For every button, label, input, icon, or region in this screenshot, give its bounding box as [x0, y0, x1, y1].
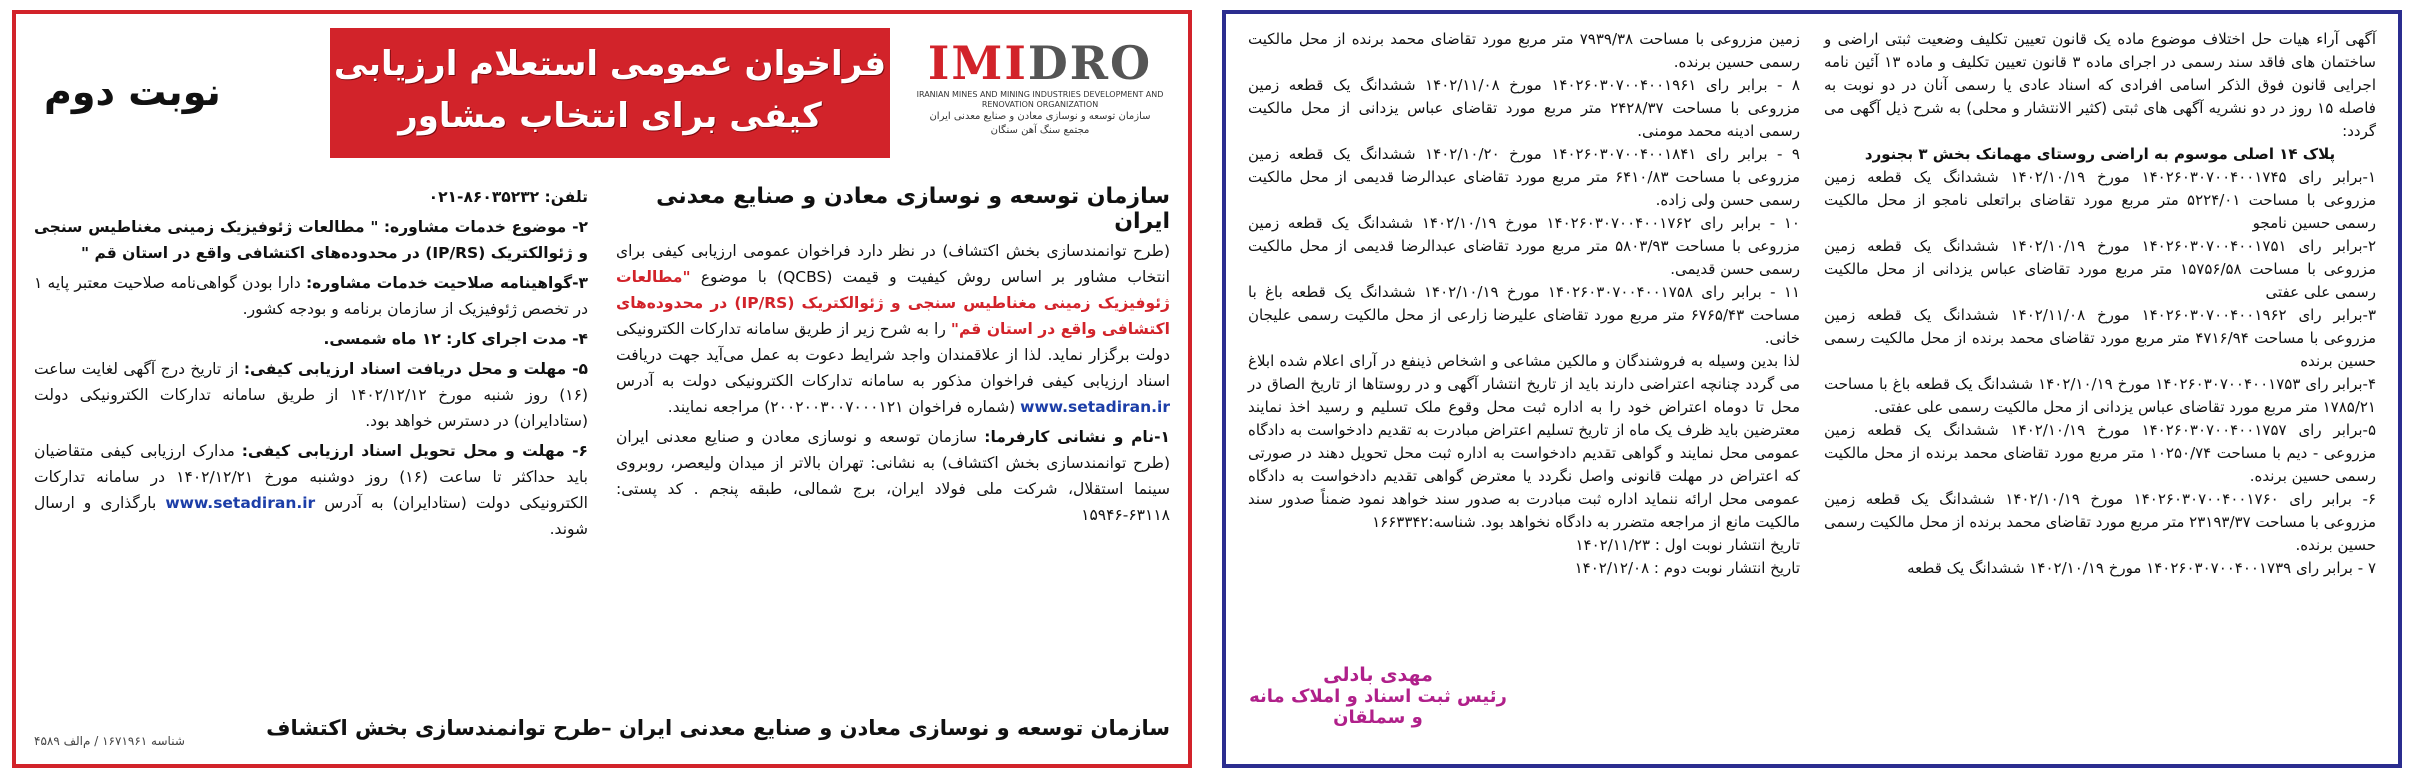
item-3-text: دارا بودن گواهی‌نامه صلاحیت معتبر پایه ۱ در تخصص ژئوفیزیک از سازمان برنامه و بودجه کشور.	[34, 274, 588, 318]
ruling-5: ۵-برابر رای ۱۴۰۲۶۰۳۰۷۰۰۴۰۰۱۷۵۷ مورخ ۱۴۰۲/۱۰/۱۹ ششدانگ یک قطعه زمین مزروعی - دیم با مساحت ۱۰۲۵۰/۷۴ متر مربع مورد تقاضای محمد برنده از محل مالکیت رسمی حسین برنده.	[1824, 421, 2376, 485]
setadiran-link-2[interactable]: www.setadiran.ir	[165, 494, 316, 512]
title-line-1: فراخوان عمومی استعلام ارزیابی	[333, 44, 887, 84]
logo-mark: IMIDRO	[927, 36, 1153, 90]
ruling-7: ۷ - برابر رای ۱۴۰۲۶۰۳۰۷۰۰۴۰۰۱۷۳۹ مورخ ۱۴۰۲/۱۰/۱۹ ششدانگ یک قطعه	[1907, 559, 2376, 577]
publish-date-1: تاریخ انتشار نوبت اول : ۱۴۰۲/۱۱/۲۳	[1575, 536, 1800, 554]
ruling-9: ۹ - برابر رای ۱۴۰۲۶۰۳۰۷۰۰۴۰۰۱۸۴۱ مورخ ۱۴۰۲/۱۰/۲۰ ششدانگ یک قطعه زمین مزروعی با مساحت ۶۴۱۰/۸۳ متر مربع مورد تقاضای عبدالرضا قدیمی از محل مالکیت رسمی حسن ولی زاده.	[1248, 145, 1800, 209]
ad-column-left	[34, 184, 588, 714]
item-5-label: ۵- مهلت و محل دریافت اسناد ارزیابی کیفی:	[243, 360, 588, 378]
ad-title	[330, 28, 890, 158]
notice-column-left	[1248, 28, 1800, 750]
ruling-1: ۱-برابر رای ۱۴۰۲۶۰۳۰۷۰۰۴۰۰۱۷۴۵ مورخ ۱۴۰۲/۱۰/۱۹ ششدانگ یک قطعه زمین مزروعی با مساحت ۵۲۲۴/۰۱ متر مربع مورد تقاضای براتعلی نامجو از محل مالکیت رسمی حسین نامجو	[1824, 168, 2376, 232]
item-4: ۴- مدت اجرای کار: ۱۲ ماه شمسی.	[323, 330, 588, 348]
notice-columns	[1248, 28, 2376, 750]
publish-date-2: تاریخ انتشار نوبت دوم : ۱۴۰۲/۱۲/۰۸	[1574, 559, 1800, 577]
ad-id: شناسه ۱۶۷۱۹۶۱ / م‌الف ۴۵۸۹	[34, 734, 185, 748]
objection-paragraph: لذا بدین وسیله به فروشندگان و مالکین مشاعی و اشخاص ذینفع در آرای اعلام شده ابلاغ می گردد چنانچه اعتراضی دارند باید از تاریخ انتشار آگهی و در روستاها از تاریخ الصاق در محل تا دوماه اعتراض خود را به اداره ثبت محل وقوع ملک تسلیم و رسید اخذ نمایند معترضین باید ظرف یک ماه از تاریخ تسلیم اعتراض مبادرت به تقدیم دادخواست به دادگاه عمومی محل نمایند و گواهی تقدیم دادخواست به اداره ثبت محل تحویل دهند در صورتی که اعتراض در مهلت قانونی واصل نگردد یا معترض گواهی تقدیم دادخواست به دادگاه عمومی محل ارائه ننماید اداره ثبت مبادرت به صدور سند خواهد نمود ضمناً صدور سند مالکیت مانع از مراجعه متضرر به دادگاه نخواهد بود. شناسه:۱۶۶۳۳۴۲	[1248, 352, 1800, 531]
ruling-8: ۸ - برابر رای ۱۴۰۲۶۰۳۰۷۰۰۴۰۰۱۹۶۱ مورخ ۱۴۰۲/۱۱/۰۸ ششدانگ یک قطعه زمین مزروعی با مساحت ۲۴۲۸/۳۷ متر مربع مورد تقاضای عباس یزدانی از محل مالکیت رسمی ادینه محمد مومنی.	[1248, 76, 1800, 140]
ruling-10: ۱۰ - برابر رای ۱۴۰۲۶۰۳۰۷۰۰۴۰۰۱۷۶۲ مورخ ۱۴۰۲/۱۰/۱۹ ششدانگ یک قطعه زمین مزروعی با مساحت ۵۸۰۳/۹۳ متر مربع مورد تقاضای عبدالرضا قدیمی از محل مالکیت رسمی حسن قدیمی.	[1248, 214, 1800, 278]
notice-intro: آگهی آراء هیات حل اختلاف موضوع ماده یک قانون تعیین تکلیف وضعیت ثبتی اراضی و ساختمان های فاقد سند رسمی در اجرای ماده ۳ قانون تعیین تکلیف و ماده ۱۳ آئین نامه اجرایی قانون فوق الذکر اسامی افرادی که اسناد عادی یا رسمی آنان در دو نوبت به فاصله ۱۵ روز در دو نشریه آگهی های ثبتی (کثیر الانتشار و محلی) به شرح ذیل آگهی می گردد:	[1824, 30, 2376, 140]
item-2-label: ۲- موضوع خدمات مشاوره:	[383, 218, 588, 236]
item-5-text: از تاریخ درج آگهی لغایت ساعت (۱۶) روز شنبه مورخ ۱۴۰۲/۱۲/۱۲ از طریق سامانه تدارکات الکترونیکی دولت (ستادایران) در دسترس خواهد بود.	[34, 360, 588, 430]
logo-english: IRANIAN MINES AND MINING INDUSTRIES DEVELOPMENT AND RENOVATION ORGANIZATION	[916, 90, 1164, 109]
item-3	[34, 270, 588, 322]
item-2	[34, 214, 588, 266]
ruling-4: ۴-برابر رای ۱۴۰۲۶۰۳۰۷۰۰۴۰۰۱۷۵۳ مورخ ۱۴۰۲/۱۰/۱۹ ششدانگ یک قطعه باغ با مساحت ۱۷۸۵/۲۱ متر مربع مورد تقاضای عباس یزدانی از محل مالکیت رسمی علی عفتی.	[1824, 375, 2377, 416]
intro-rest: را به شرح زیر از طریق سامانه تدارکات الکترونیکی دولت برگزار نماید. لذا از علاقمندان واجد شرایط دعوت به عمل می‌آید جهت دریافت اسناد ارزیابی کیفی فراخوان مذکور به سامانه تدارکات الکترونیکی دولت به آدرس	[616, 320, 1170, 390]
signer-role: رئیس ثبت اسناد و املاک مانه و سملقان	[1249, 686, 1507, 728]
ruling-11: ۱۱ - برابر رای ۱۴۰۲۶۰۳۰۷۰۰۴۰۰۱۷۵۸ مورخ ۱۴۰۲/۱۰/۱۹ ششدانگ یک قطعه باغ با مساحت ۶۷۶۵/۴۳ متر مربع مورد تقاضای علیرضا زارعی از محل مالکیت رسمی علیجان خانی.	[1248, 283, 1800, 347]
intro-text: (طرح توانمندسازی بخش اکتشاف) در نظر دارد فراخوان عمومی ارزیابی کیفی برای انتخاب مشاور بر اساس روش کیفیت و قیمت (QCBS) با موضوع	[616, 242, 1170, 286]
ad-body	[34, 184, 1170, 714]
logo-persian-1: سازمان توسعه و نوسازی معادن و صنایع معدنی ایران	[929, 111, 1151, 122]
ruling-2: ۲-برابر رای ۱۴۰۲۶۰۳۰۷۰۰۴۰۰۱۷۵۱ مورخ ۱۴۰۲/۱۰/۱۹ ششدانگ یک قطعه زمین مزروعی با مساحت ۱۵۷۵۶/۵۸ متر مربع مورد تقاضای عباس یزدانی از محل مالکیت رسمی علی عفتی	[1824, 237, 2376, 301]
signature-block	[1248, 664, 1508, 728]
item-5	[34, 356, 588, 434]
round-label: نوبت دوم	[44, 70, 221, 114]
item-6-label: ۶- مهلت و محل تحویل اسناد ارزیابی کیفی:	[241, 442, 588, 460]
registry-notice	[1222, 10, 2402, 768]
item-1-label: ۱-نام و نشانی کارفرما:	[984, 428, 1170, 446]
phone: تلفن: ۸۶۰۳۵۲۳۲-۰۲۱	[428, 188, 588, 206]
ruling-3: ۳-برابر رای ۱۴۰۲۶۰۳۰۷۰۰۴۰۰۱۹۶۲ مورخ ۱۴۰۲/۱۱/۰۸ ششدانگ یک قطعه زمین مزروعی با مساحت ۴۷۱۶/۹۴ متر مربع مورد تقاضای محمد برنده از محل مالکیت رسمی حسین برنده	[1824, 306, 2376, 370]
ruling-6: ۶- برابر رای ۱۴۰۲۶۰۳۰۷۰۰۴۰۰۱۷۶۰ مورخ ۱۴۰۲/۱۰/۱۹ ششدانگ یک قطعه زمین مزروعی با مساحت ۲۳۱۹۳/۳۷ متر مربع مورد تقاضای محمد برنده از محل مالکیت رسمی حسین برنده.	[1824, 490, 2376, 554]
plot-heading: پلاک ۱۴ اصلی موسوم به اراضی روستای مهمانک بخش ۳ بجنورد	[1864, 145, 2336, 163]
title-line-2: کیفی برای انتخاب مشاور	[398, 96, 822, 136]
item-1-text: سازمان توسعه و نوسازی معادن و صنایع معدنی ایران (طرح توانمندسازی بخش اکتشاف) به نشانی: تهران بالاتر از میدان ولیعصر، روبروی سینما استقلال، شرکت ملی فولاد ایران، برج شمالی، طبقه پنجم . کد پستی: ۶۳۱۱۸-۱۵۹۴۶	[616, 428, 1170, 524]
notice-column-right	[1824, 28, 2376, 750]
call-number: (شماره فراخوان ۲۰۰۲۰۰۳۰۰۷۰۰۰۱۲۱) مراجعه نمایند.	[667, 398, 1016, 416]
logo-persian-2: مجتمع سنگ آهن سنگان	[990, 125, 1090, 136]
footer-org: سازمان توسعه و نوسازی معادن و صنایع معدنی ایران –طرح توانمندسازی بخش اکتشاف	[266, 716, 1170, 740]
ad-column-right	[616, 184, 1170, 714]
ad-header	[34, 28, 1170, 166]
item-3-label: ۳-گواهینامه صلاحیت خدمات مشاوره:	[305, 274, 589, 292]
item-2-text: " مطالعات ژئوفیزیک زمینی مغناطیس سنجی و ژئوالکتریک (IP/RS) در محدوده‌های اکتشافی واقع در استان قم "	[34, 218, 588, 262]
item-6-text: مدارک ارزیابی کیفی متقاضیان باید حداکثر تا ساعت (۱۶) روز دوشنبه مورخ ۱۴۰۲/۱۲/۲۱ در سامانه تدارکات الکترونیکی دولت (ستادایران) به آدرس	[34, 442, 588, 512]
item-6-tail: بارگذاری و ارسال شوند.	[34, 494, 588, 538]
tender-ad	[12, 10, 1192, 768]
tender-topic: "مطالعات ژئوفیزیک زمینی مغناطیس سنجی و ژئوالکتریک (IP/RS) در محدوده‌های اکتشافی واقع در استان قم"	[616, 268, 1170, 338]
item-6	[34, 438, 588, 542]
item-1	[616, 424, 1170, 528]
signer-name: مهدی بادلی	[1323, 664, 1433, 686]
org-heading: سازمان توسعه و نوسازی معادن و صنایع معدنی ایران	[656, 184, 1170, 234]
intro-paragraph	[616, 238, 1170, 420]
ad-footer	[34, 716, 1170, 750]
setadiran-link[interactable]: www.setadiran.ir	[1020, 398, 1170, 416]
imidro-logo	[910, 36, 1170, 156]
ruling-7-cont: زمین مزروعی با مساحت ۷۹۳۹/۳۸ متر مربع مورد تقاضای محمد برنده از محل مالکیت رسمی حسین برنده.	[1248, 30, 1800, 71]
